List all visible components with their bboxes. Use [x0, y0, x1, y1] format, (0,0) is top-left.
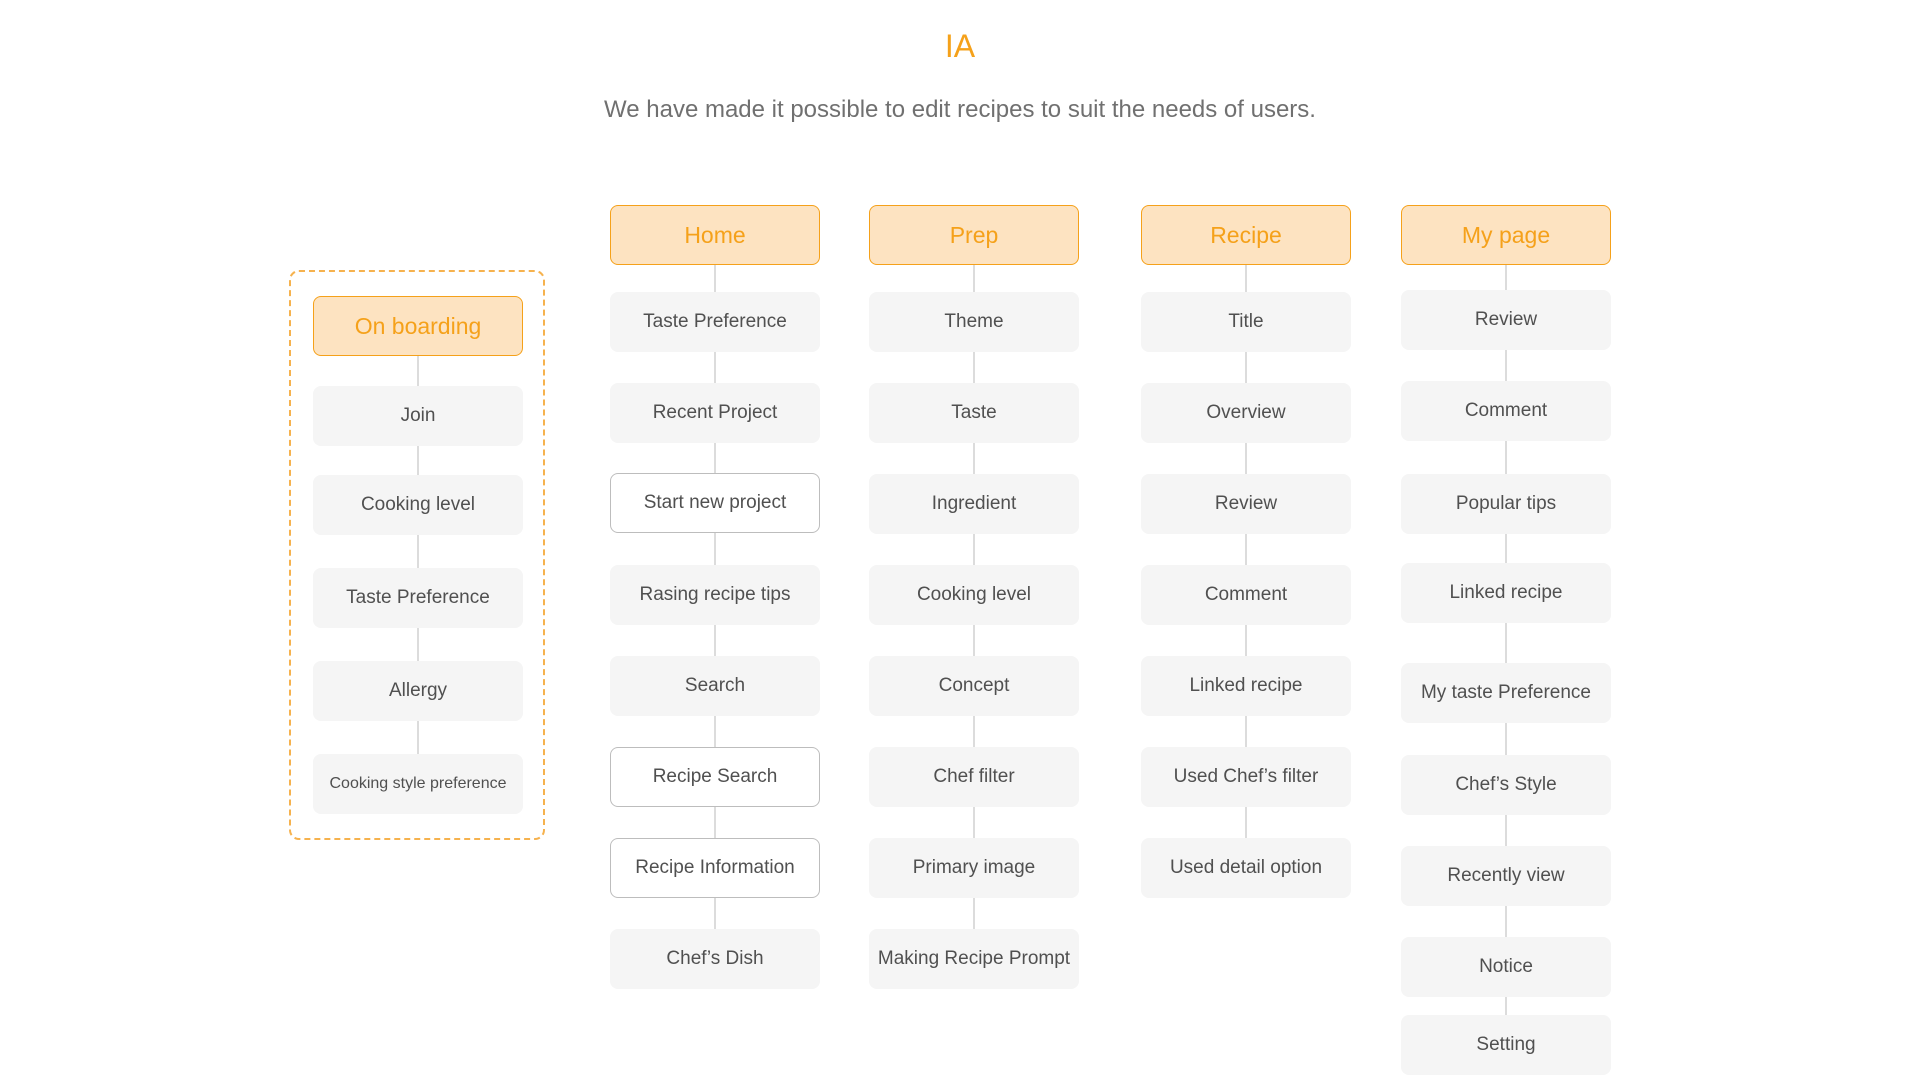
node-rasing-recipe-tips: Rasing recipe tips — [610, 565, 820, 625]
node-start-new-project: Start new project — [610, 473, 820, 533]
node-setting: Setting — [1401, 1015, 1611, 1075]
column-prep — [869, 205, 1079, 989]
node-theme: Theme — [869, 292, 1079, 352]
node-cooking-level: Cooking level — [313, 475, 523, 535]
node-cooking-style-preference: Cooking style preference — [313, 754, 523, 814]
node-comment: Comment — [1141, 565, 1351, 625]
node-overview: Overview — [1141, 383, 1351, 443]
node-ingredient: Ingredient — [869, 474, 1079, 534]
node-used-chefs-filter: Used Chef’s filter — [1141, 747, 1351, 807]
node-taste: Taste — [869, 383, 1079, 443]
column-home — [610, 205, 820, 989]
node-primary-image: Primary image — [869, 838, 1079, 898]
page-subtitle: We have made it possible to edit recipes to suit the needs of users. — [604, 96, 1316, 123]
node-header-prep: Prep — [869, 205, 1079, 265]
node-cooking-level: Cooking level — [869, 565, 1079, 625]
node-linked-recipe: Linked recipe — [1141, 656, 1351, 716]
node-review: Review — [1141, 474, 1351, 534]
node-recently-view: Recently view — [1401, 846, 1611, 906]
node-header-onboarding: On boarding — [313, 296, 523, 356]
node-review: Review — [1401, 290, 1611, 350]
node-recipe-search: Recipe Search — [610, 747, 820, 807]
node-notice: Notice — [1401, 937, 1611, 997]
node-popular-tips: Popular tips — [1401, 474, 1611, 534]
node-recent-project: Recent Project — [610, 383, 820, 443]
node-chef-filter: Chef filter — [869, 747, 1079, 807]
node-title: Title — [1141, 292, 1351, 352]
page-title: IA — [944, 28, 976, 64]
node-concept: Concept — [869, 656, 1079, 716]
node-allergy: Allergy — [313, 661, 523, 721]
column-onboarding — [313, 296, 523, 818]
node-my-taste-preference: My taste Preference — [1401, 663, 1611, 723]
node-chefs-style: Chef’s Style — [1401, 755, 1611, 815]
node-chefs-dish: Chef’s Dish — [610, 929, 820, 989]
node-header-my-page: My page — [1401, 205, 1611, 265]
node-recipe-information: Recipe Information — [610, 838, 820, 898]
node-taste-preference: Taste Preference — [313, 568, 523, 628]
node-header-home: Home — [610, 205, 820, 265]
connector-line — [1505, 235, 1507, 1045]
column-my-page — [1401, 205, 1611, 1075]
column-recipe — [1141, 205, 1351, 899]
node-making-recipe-prompt: Making Recipe Prompt — [869, 929, 1079, 989]
node-join: Join — [313, 386, 523, 446]
node-linked-recipe: Linked recipe — [1401, 563, 1611, 623]
node-used-detail-option: Used detail option — [1141, 838, 1351, 898]
node-search: Search — [610, 656, 820, 716]
node-header-recipe: Recipe — [1141, 205, 1351, 265]
node-comment: Comment — [1401, 381, 1611, 441]
node-taste-preference: Taste Preference — [610, 292, 820, 352]
